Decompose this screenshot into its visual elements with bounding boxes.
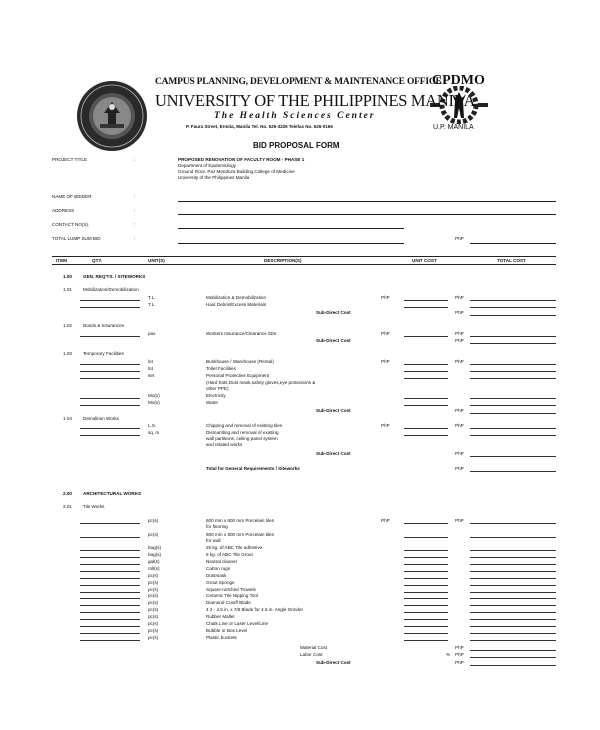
description-text: Bubble or Box Level (206, 628, 248, 633)
description-text: Plastic buckets (206, 635, 237, 640)
colon: : (134, 194, 136, 199)
qty-input-line[interactable] (80, 612, 140, 613)
qty-input-line[interactable] (80, 626, 140, 627)
unit-label: L.S. (148, 423, 157, 428)
total-cost-input-line[interactable] (470, 578, 556, 579)
unit-label: lot (148, 366, 153, 371)
description-text: for flooring (206, 524, 228, 529)
section-heading: ARCHITECTURAL WORKS (83, 491, 142, 496)
description-text: Chalk Line or Laser Level/Line (206, 621, 269, 626)
php-label: PhP (381, 423, 390, 428)
php-label: PhP (455, 408, 464, 413)
php-label: PhP (455, 338, 464, 343)
total-cost-input-line[interactable] (470, 612, 556, 613)
description-text: other PPE) (206, 386, 229, 391)
php-label: PhP (455, 660, 464, 665)
column-header-units: UNIT(S) (148, 258, 165, 263)
university-name: UNIVERSITY OF THE PHILIPPINES MANILA (155, 91, 476, 110)
unit-cost-input-line[interactable] (404, 371, 448, 372)
section-heading: Demolition Works (83, 416, 119, 421)
item-number: 1.01 (63, 287, 72, 292)
unit-label: T.L. (148, 302, 156, 307)
total-cost-input-line[interactable] (470, 605, 556, 606)
total-cost-input-line[interactable] (470, 307, 556, 308)
subtotal-label: Sub-Direct Cost (316, 660, 351, 665)
unit-label: T.L. (148, 295, 156, 300)
form-title: BID PROPOSAL FORM (253, 141, 340, 150)
description-text: Toilet Facilities (206, 366, 236, 371)
description-text: 5 kg. of ABC Tile Grout (206, 552, 253, 557)
description-text: Chipping and removal of existing tiles (206, 423, 283, 428)
unit-cost-input-line[interactable] (404, 626, 448, 627)
unit-label: pc(s) (148, 587, 159, 592)
total-cost-input-line[interactable] (470, 405, 556, 406)
unit-cost-input-line[interactable] (404, 578, 448, 579)
colon: : (134, 236, 136, 241)
description-text: Carton rugs (206, 566, 231, 571)
total-cost-input-line[interactable] (470, 378, 556, 379)
contact-input-line[interactable] (178, 228, 404, 229)
unit-cost-input-line[interactable] (404, 585, 448, 586)
total-cost-input-line[interactable] (470, 336, 556, 337)
php-label: PhP (455, 518, 464, 523)
qty-input-line[interactable] (80, 371, 140, 372)
office-name: CAMPUS PLANNING, DEVELOPMENT & MAINTENANCE OFFICE (155, 77, 442, 87)
unit-cost-input-line[interactable] (404, 435, 448, 436)
unit-cost-input-line[interactable] (404, 364, 448, 365)
colon: : (134, 222, 136, 227)
qty-input-line[interactable] (80, 585, 140, 586)
description-text: Water (206, 400, 219, 405)
unit-cost-input-line[interactable] (404, 398, 448, 399)
project-line: Department of Epidemiology (178, 163, 236, 168)
unit-cost-input-line[interactable] (404, 633, 448, 634)
total-cost-input-line[interactable] (470, 619, 556, 620)
address-label: ADDRESS (52, 208, 75, 213)
unit-cost-input-line[interactable] (404, 640, 448, 641)
description-text: 600 mm x 600 mm Porcelain tiles (206, 518, 274, 523)
qty-input-line[interactable] (80, 398, 140, 399)
table-top-rule (52, 256, 556, 257)
description-text: Personal Protective Equipment (206, 373, 270, 378)
qty-input-line[interactable] (80, 633, 140, 634)
unit-label: pc(s) (148, 573, 159, 578)
qty-input-line[interactable] (80, 364, 140, 365)
total-cost-input-line[interactable] (470, 343, 556, 344)
address-input-line[interactable] (178, 214, 556, 215)
total-cost-input-line[interactable] (470, 398, 556, 399)
unit-label: lot (148, 359, 153, 364)
description-text: 25 kg. of ABC Tile adhesive (206, 545, 263, 550)
item-number: 1.03 (63, 351, 72, 356)
unit-label: pc(s) (148, 628, 159, 633)
total-cost-input-line[interactable] (470, 626, 556, 627)
php-label: PhP (455, 295, 464, 300)
unit-label: gal(s) (148, 559, 160, 564)
item-number: 1.02 (63, 323, 72, 328)
description-text: Workers Insurance/Clearance /IDs (206, 331, 277, 336)
qty-input-line[interactable] (80, 300, 140, 301)
qty-input-line[interactable] (80, 571, 140, 572)
qty-input-line[interactable] (80, 378, 140, 379)
unit-cost-input-line[interactable] (404, 619, 448, 620)
section-heading: Mobilization/Demobilization (83, 287, 139, 292)
description-text: and related works (206, 442, 243, 447)
bidder-input-line[interactable] (178, 201, 556, 202)
qty-input-line[interactable] (80, 550, 140, 551)
unit-cost-input-line[interactable] (404, 523, 448, 524)
unit-cost-input-line[interactable] (404, 378, 448, 379)
subtotal-label: Sub-Direct Cost (316, 310, 351, 315)
qty-input-line[interactable] (80, 605, 140, 606)
cost-label: Material Cost (300, 645, 328, 650)
project-line: Ground Floor, Paz Mendoza Building,College of Medicine (178, 169, 295, 174)
description-text: Diamond Cutoff Blade (206, 600, 251, 605)
description-text: (Hard hats,Dust mask,safety gloves,eye protections & (206, 380, 316, 385)
description-text: Mobilization & Demobilization (206, 295, 267, 300)
description-text: Square-notched Trowels (206, 587, 256, 592)
description-text: Grout Sponge (206, 580, 235, 585)
unit-cost-input-line[interactable] (404, 598, 448, 599)
unit-label: roll(s) (148, 566, 160, 571)
subtotal-label: Sub-Direct Cost (316, 408, 351, 413)
cpdmo-label: CPDMO (432, 73, 485, 88)
total-cost-input-line[interactable] (470, 640, 556, 641)
total-cost-input-line[interactable] (470, 571, 556, 572)
qty-input-line[interactable] (80, 307, 140, 308)
colon: : (134, 208, 136, 213)
bidder-label: NAME OF BIDDER (52, 194, 92, 199)
unit-label: bag(s) (148, 552, 162, 557)
unit-label: pc(s) (148, 635, 159, 640)
lump-sum-amount-line[interactable] (470, 243, 556, 244)
qty-input-line[interactable] (80, 537, 140, 538)
qty-input-line[interactable] (80, 336, 140, 337)
qty-input-line[interactable] (80, 435, 140, 436)
up-seal-icon (76, 80, 148, 152)
total-cost-input-line[interactable] (470, 315, 556, 316)
item-number: 2.00 (63, 491, 72, 496)
project-line: University of the Philippines Manila (178, 175, 250, 180)
section-heading: Tile Works (83, 504, 105, 509)
unit-cost-input-line[interactable] (404, 428, 448, 429)
item-number: 1.04 (63, 416, 72, 421)
table-header-rule (52, 264, 556, 265)
item-number: 2.01 (63, 504, 72, 509)
description-text: Dismantling and removal of existing (206, 430, 279, 435)
php-label: PhP (455, 652, 464, 657)
project-line: PROPOSED RENOVATION OF FACULTY ROOM - PHASE 1 (178, 157, 305, 162)
address-line: P. Faura Street, Ermita, Manila Tel. No. 526-3226 Telefax No. 526-0166 (186, 124, 333, 129)
unit-label: pc(s) (148, 614, 159, 619)
unit-label: Mo(s) (148, 400, 160, 405)
total-cost-input-line[interactable] (470, 371, 556, 372)
unit-label: pc(s) (148, 518, 159, 523)
description-text: Electricity (206, 393, 226, 398)
contact-label: CONTACT NO(S). (52, 222, 90, 227)
column-header-qty: QTY. (92, 258, 103, 263)
qty-input-line[interactable] (80, 523, 140, 524)
php-label: PhP (455, 645, 464, 650)
total-cost-input-line[interactable] (470, 564, 556, 565)
description-text: Rubber Mallet (206, 614, 235, 619)
php-label: PhP (455, 236, 464, 241)
lump-sum-words-line[interactable] (178, 243, 404, 244)
unit-cost-input-line[interactable] (404, 300, 448, 301)
health-sciences-subtitle: The Health Sciences Center (214, 111, 376, 121)
php-label: PhP (455, 359, 464, 364)
unit-cost-input-line[interactable] (404, 564, 448, 565)
qty-input-line[interactable] (80, 564, 140, 565)
unit-label: pc(s) (148, 532, 159, 537)
description-text: Ceramic Tile Nipping Tool (206, 593, 258, 598)
total-cost-input-line[interactable] (470, 456, 556, 457)
total-cost-input-line[interactable] (470, 435, 556, 436)
total-cost-input-line[interactable] (470, 413, 556, 414)
item-number: 1.00 (63, 274, 72, 279)
unit-cost-input-line[interactable] (404, 605, 448, 606)
unit-label: set (148, 373, 155, 378)
lump-sum-label: TOTAL LUMP SUM BID (52, 236, 101, 241)
description-text: wall partitions, ceiling panel system (206, 436, 278, 441)
php-label: PhP (455, 451, 464, 456)
unit-cost-input-line[interactable] (404, 336, 448, 337)
total-cost-input-line[interactable] (470, 471, 556, 472)
unit-cost-input-line[interactable] (404, 550, 448, 551)
unit-cost-input-line[interactable] (404, 612, 448, 613)
section-heading: GEN. REQ'TS. / SITEWORKS (83, 274, 146, 279)
qty-input-line[interactable] (80, 640, 140, 641)
php-label: PhP (381, 359, 390, 364)
unit-cost-input-line[interactable] (404, 307, 448, 308)
unit-label: pc(s) (148, 580, 159, 585)
unit-label: bag(s) (148, 545, 162, 550)
up-manila-label: U.P. MANILA (433, 124, 474, 131)
php-label: PhP (455, 466, 464, 471)
php-label: PhP (455, 310, 464, 315)
subtotal-label: Sub-Direct Cost (316, 451, 351, 456)
total-cost-input-line[interactable] (470, 598, 556, 599)
unit-label: pc(s) (148, 600, 159, 605)
description-text: 600 mm x 600 mm Porcelain tiles (206, 532, 274, 537)
description-text: Neutral cleaner (206, 559, 238, 564)
colon: : (134, 157, 136, 162)
unit-label: Mo(s) (148, 393, 160, 398)
qty-input-line[interactable] (80, 592, 140, 593)
php-label: PhP (455, 423, 464, 428)
qty-input-line[interactable] (80, 619, 140, 620)
total-cost-input-line[interactable] (470, 364, 556, 365)
total-cost-input-line[interactable] (470, 428, 556, 429)
column-header-description: DESCRIPTION(S) (264, 258, 302, 263)
cost-label: Labor Cost (300, 652, 323, 657)
php-label: PhP (381, 295, 390, 300)
section-heading: Bonds & Insurances (83, 323, 125, 328)
total-cost-input-line[interactable] (470, 650, 556, 651)
unit-label: pc(s) (148, 621, 159, 626)
unit-cost-input-line[interactable] (404, 571, 448, 572)
total-cost-input-line[interactable] (470, 550, 556, 551)
qty-input-line[interactable] (80, 428, 140, 429)
column-header-unit-cost: UNIT COST (412, 258, 437, 263)
percent-label: % (446, 652, 451, 657)
php-label: PhP (381, 518, 390, 523)
unit-cost-input-line[interactable] (404, 592, 448, 593)
description-text: 4 2 - 4.5 in. x 7/8 Blade for 4.5 in. Angle Grinder (206, 607, 304, 612)
php-label: PhP (455, 331, 464, 336)
project-title-label: PROJECT TITLE (52, 157, 88, 162)
unit-cost-input-line[interactable] (404, 557, 448, 558)
column-header-item: ITEM (56, 258, 67, 263)
description-text: Bunkhouse / Warehouse (Rental) (206, 359, 274, 364)
total-cost-input-line[interactable] (470, 657, 556, 658)
qty-input-line[interactable] (80, 578, 140, 579)
php-label: PhP (381, 331, 390, 336)
total-cost-input-line[interactable] (470, 557, 556, 558)
unit-label: pax (148, 331, 156, 336)
unit-cost-input-line[interactable] (404, 537, 448, 538)
qty-input-line[interactable] (80, 557, 140, 558)
total-label: Total for General Requirements / Siteworks (206, 466, 300, 471)
description-text: Dustmask (206, 573, 227, 578)
qty-input-line[interactable] (80, 598, 140, 599)
total-cost-input-line[interactable] (470, 537, 556, 538)
total-cost-input-line[interactable] (470, 633, 556, 634)
description-text: Haul Debris/Excess Materials (206, 302, 266, 307)
column-header-total-cost: TOTAL COST (497, 258, 526, 263)
total-cost-input-line[interactable] (470, 523, 556, 524)
unit-label: pc(s) (148, 607, 159, 612)
unit-label: sq. m (148, 430, 160, 435)
section-heading: Temporary Facilities (83, 351, 124, 356)
total-cost-input-line[interactable] (470, 665, 556, 666)
qty-input-line[interactable] (80, 405, 140, 406)
description-text: for wall (206, 538, 221, 543)
unit-label: pc(s) (148, 593, 159, 598)
unit-cost-input-line[interactable] (404, 405, 448, 406)
total-cost-input-line[interactable] (470, 592, 556, 593)
total-cost-input-line[interactable] (470, 585, 556, 586)
total-cost-input-line[interactable] (470, 300, 556, 301)
subtotal-label: Sub-Direct Cost (316, 338, 351, 343)
